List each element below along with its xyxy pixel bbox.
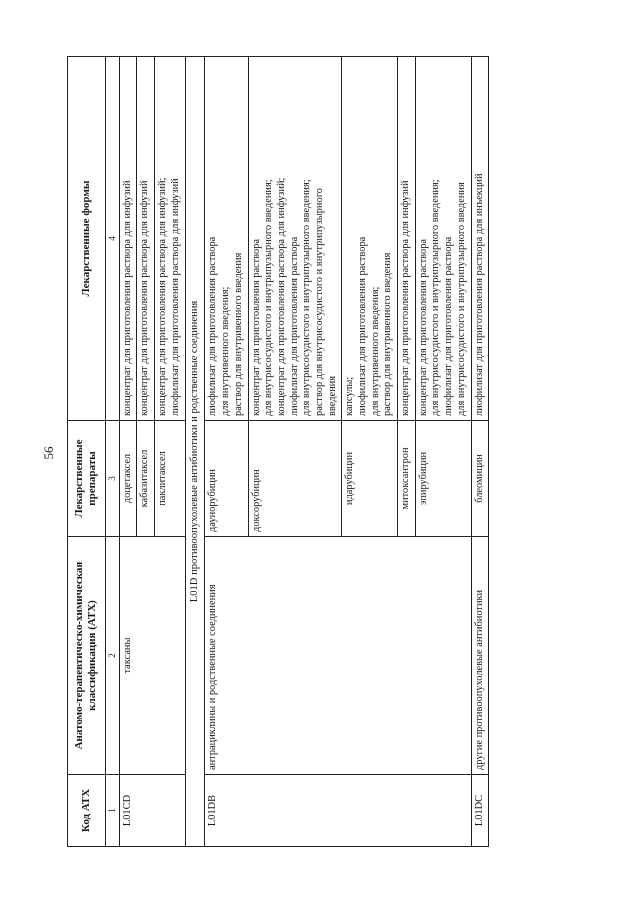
drug-forms xyxy=(155,57,185,421)
column-number: 3 xyxy=(105,421,119,537)
drug-forms xyxy=(471,57,489,421)
header-drugs: Лекарственные препараты xyxy=(68,421,106,537)
form-line: для внутрисосудистого и внутрипузырного введения; xyxy=(301,179,313,416)
form-line: введения xyxy=(326,375,338,416)
column-number: 1 xyxy=(105,775,119,847)
drug-table xyxy=(67,56,489,847)
form-line: концентрат для приготовления раствора для инфузий xyxy=(139,180,151,416)
form-line: капсулы; xyxy=(344,376,356,416)
form-line: концентрат для приготовления раствора xyxy=(250,238,262,416)
drug-name: эпирубицин xyxy=(415,421,471,537)
form-line: лиофилизат для приготовления раствора xyxy=(207,236,219,416)
form-line: для внутрисосудистого и внутрипузырного введения xyxy=(455,182,467,416)
form-line: лиофилизат для приготовления раствора xyxy=(443,236,455,416)
form-line: раствор для внутривенного введения xyxy=(382,252,394,416)
drug-forms xyxy=(342,57,398,421)
atc-code: L01DC xyxy=(471,775,489,847)
drug-name: доксорубицин xyxy=(248,421,342,537)
section-row xyxy=(185,57,205,847)
form-line: концентрат для приготовления раствора для инфузий; xyxy=(157,177,169,416)
form-line: лиофилизат для приготовления раствора для инфузий xyxy=(169,178,181,416)
form-line: раствор для внутривенного введения xyxy=(232,252,244,416)
drug-forms xyxy=(415,57,471,421)
atc-code: L01CD xyxy=(119,775,185,847)
header-forms: Лекарственные формы xyxy=(68,57,106,421)
drug-name: доцетаксел xyxy=(119,421,137,537)
column-number: 4 xyxy=(105,57,119,421)
atc-code: L01DB xyxy=(205,775,471,847)
table-row xyxy=(205,57,248,847)
drug-name: паклитаксел xyxy=(155,421,185,537)
form-line: лиофилизат для приготовления раствора xyxy=(357,236,369,416)
table-row xyxy=(119,57,137,847)
drug-forms xyxy=(398,57,416,421)
form-line: концентрат для приготовления раствора для инфузий; xyxy=(275,177,287,416)
header-classification: Анатомо-терапевтическо-химическая классификация (АТХ) xyxy=(68,537,106,775)
form-line: концентрат для приготовления раствора для инфузий xyxy=(121,180,133,416)
table-row xyxy=(471,57,489,847)
atc-classification: антрациклины и родственные соединения xyxy=(205,537,471,775)
column-number-row xyxy=(105,57,119,847)
drug-name: идарубицин xyxy=(342,421,398,537)
atc-classification: таксаны xyxy=(119,537,185,775)
drug-forms xyxy=(248,57,342,421)
form-line: концентрат для приготовления раствора xyxy=(417,238,429,416)
header-code: Код АТХ xyxy=(68,775,106,847)
form-line: для внутривенного введения; xyxy=(369,286,381,416)
drug-name: митоксантрон xyxy=(398,421,416,537)
form-line: для внутрисосудистого и внутрипузырного введения; xyxy=(263,179,275,416)
drug-name: кабазитаксел xyxy=(137,421,155,537)
form-line: концентрат для приготовления раствора для инфузий xyxy=(400,180,412,416)
form-line: для внутрисосудистого и внутрипузырного введения; xyxy=(430,179,442,416)
drug-name: блеомицин xyxy=(471,421,489,537)
page-number: 56 xyxy=(41,446,56,460)
column-number: 2 xyxy=(105,537,119,775)
drug-forms xyxy=(205,57,248,421)
rotated-sheet xyxy=(67,57,574,847)
form-line: для внутривенного введения; xyxy=(220,286,232,416)
form-line: лиофилизат для приготовления раствора xyxy=(288,236,300,416)
section-title: L01D противоопухолевые антибиотики и родственные соединения xyxy=(185,57,205,847)
header-row xyxy=(68,57,106,847)
form-line: раствор для внутрисосудистого и внутрипузырного xyxy=(313,188,325,416)
drug-name: даунорубицин xyxy=(205,421,248,537)
drug-forms xyxy=(119,57,137,421)
form-line: лиофилизат для приготовления раствора для инъекций xyxy=(473,173,485,416)
atc-classification: другие противоопухолевые антибиотики xyxy=(471,537,489,775)
drug-forms xyxy=(137,57,155,421)
